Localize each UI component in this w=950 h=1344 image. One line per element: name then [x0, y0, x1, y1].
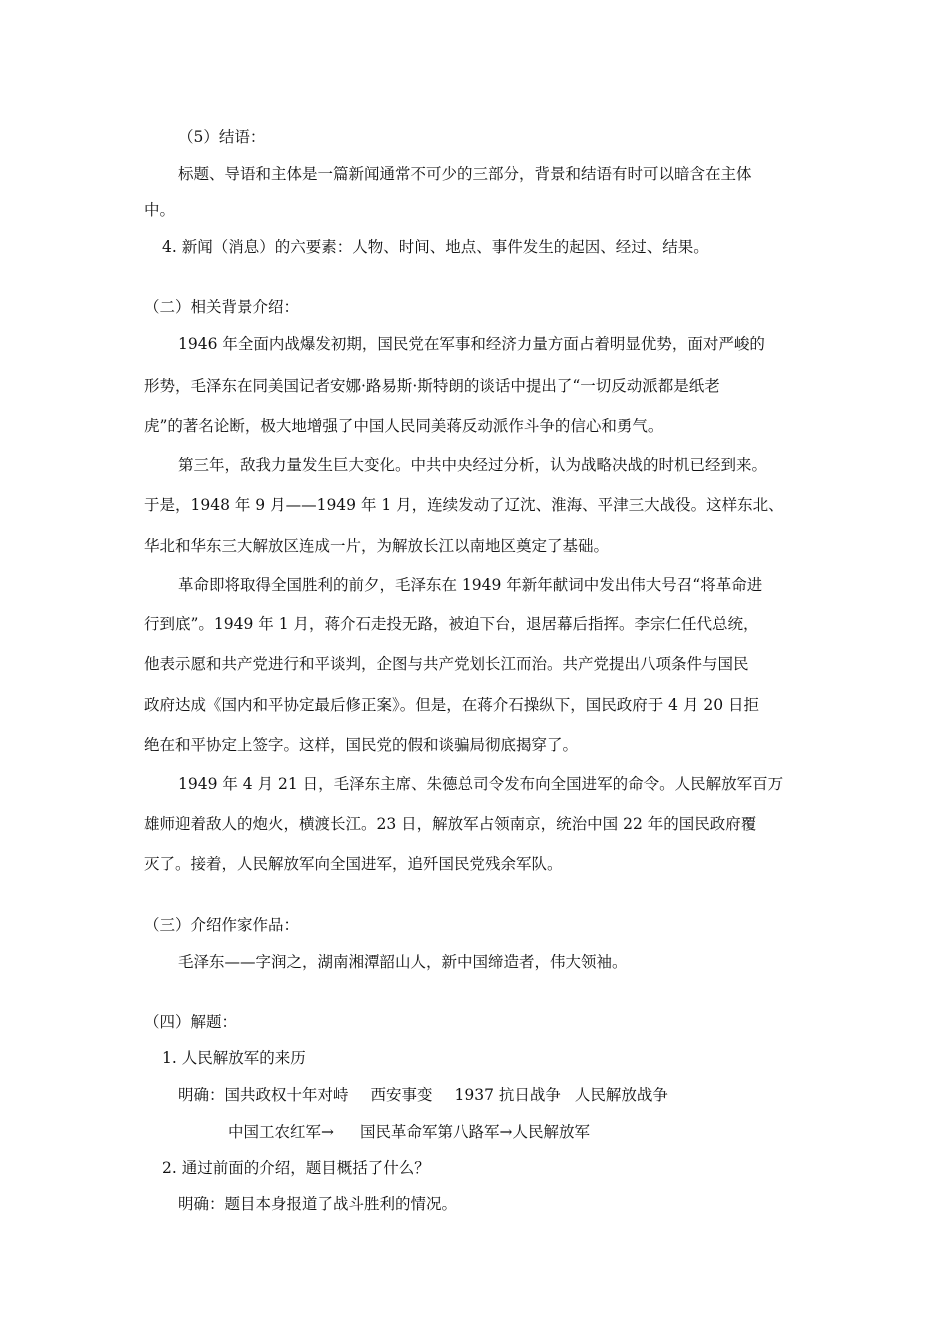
background-p3-line-1: 革命即将取得全国胜利的前夕，毛泽东在 1949 年新年献词中发出伟大号召“将革命进	[178, 576, 763, 594]
conclusion-paragraph-line-2: 中。	[144, 201, 176, 219]
background-p3-line-2: 行到底”。1949 年 1 月，蒋介石走投无路，被迫下台，退居幕后指挥。李宗仁任代总统，	[144, 615, 759, 633]
author-text: 毛泽东——字润之，湖南湘潭韶山人，新中国缔造者，伟大领袖。	[178, 953, 628, 971]
background-p3-line-3: 他表示愿和共产党进行和平谈判，企图与共产党划长江而治。共产党提出八项条件与国民	[144, 655, 749, 673]
background-p4-line-2: 雄师迎着敌人的炮火，横渡长江。23 日，解放军占领南京，统治中国 22 年的国民政府覆	[144, 815, 757, 833]
answer-1-red-army: 中国工农红军→	[228, 1123, 334, 1141]
answer-1-liberation-war: 人民解放战争	[574, 1086, 668, 1104]
background-p3-line-5: 绝在和平协定上签字。这样，国民党的假和谈骗局彻底揭穿了。	[144, 736, 579, 754]
analysis-answer-2: 明确：题目本身报道了战斗胜利的情况。	[178, 1195, 458, 1213]
background-p4-line-1: 1949 年 4 月 21 日，毛泽东主席、朱德总司令发布向全国进军的命令。人民解放军百万	[178, 775, 784, 793]
answer-1-xian-incident: 西安事变	[370, 1086, 433, 1104]
background-p4-line-3: 灭了。接着，人民解放军向全国进军，追歼国民党残余军队。	[144, 855, 563, 873]
analysis-answer-1-line-1	[178, 1085, 668, 1105]
answer-1-1937: 1937 抗日战争	[454, 1086, 561, 1104]
background-p2-line-3: 华北和华东三大解放区连成一片，为解放长江以南地区奠定了基础。	[144, 537, 610, 555]
author-heading: （三）介绍作家作品：	[144, 916, 300, 934]
background-p1-line-2: 形势，毛泽东在同美国记者安娜·路易斯·斯特朗的谈话中提出了“一切反动派都是纸老	[144, 377, 720, 395]
answer-1-army-lineage: 国民革命军第八路军→人民解放军	[360, 1123, 590, 1141]
six-elements-line: 4. 新闻（消息）的六要素：人物、时间、地点、事件发生的起因、经过、结果。	[162, 238, 709, 256]
background-p2-line-2: 于是，1948 年 9 月——1949 年 1 月，连续发动了辽沈、淮海、平津三大战役。这样东北、	[144, 496, 784, 514]
background-p3-line-4: 政府达成《国内和平协定最后修正案》。但是，在蒋介石操纵下，国民政府于 4 月 20 日拒	[144, 696, 760, 714]
analysis-answer-1-line-2	[228, 1122, 590, 1142]
background-p1-line-3: 虎”的著名论断，极大地增强了中国人民同美蒋反动派作斗争的信心和勇气。	[144, 417, 664, 435]
analysis-question-2: 2. 通过前面的介绍，题目概括了什么？	[162, 1159, 430, 1177]
conclusion-heading: （5）结语：	[178, 128, 266, 146]
conclusion-paragraph-line-1: 标题、导语和主体是一篇新闻通常不可少的三部分，背景和结语有时可以暗含在主体	[178, 165, 752, 183]
analysis-heading: （四）解题：	[144, 1013, 238, 1031]
analysis-question-1: 1. 人民解放军的来历	[162, 1049, 306, 1067]
background-p2-line-1: 第三年，敌我力量发生巨大变化。中共中央经过分析，认为战略决战的时机已经到来。	[178, 456, 768, 474]
answer-1-prefix: 明确：国共政权十年对峙	[178, 1086, 349, 1104]
background-p1-line-1: 1946 年全面内战爆发初期，国民党在军事和经济力量方面占着明显优势，面对严峻的	[178, 335, 765, 353]
background-heading: （二）相关背景介绍：	[144, 298, 300, 316]
